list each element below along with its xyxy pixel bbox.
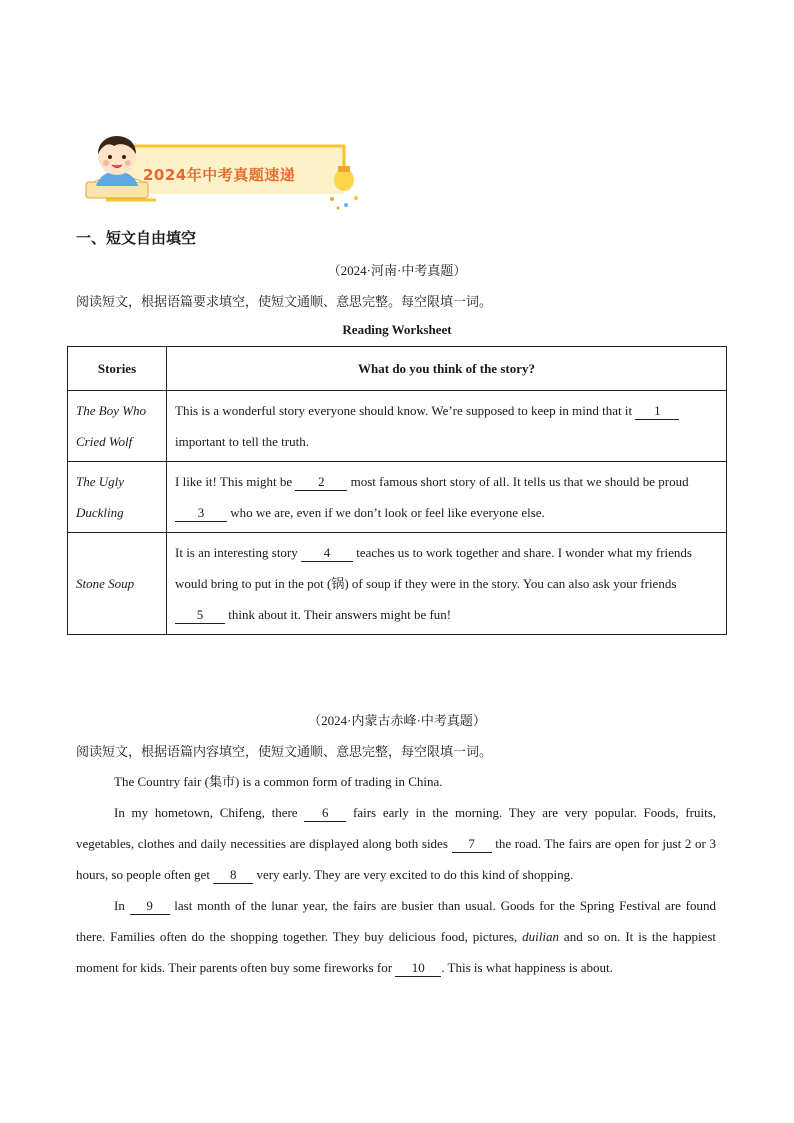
blank-1[interactable]: 1 <box>635 403 679 420</box>
blank-7[interactable]: 7 <box>452 836 492 853</box>
worksheet-title: Reading Worksheet <box>342 322 452 337</box>
passage2-source: （2024·内蒙古赤峰·中考真题） <box>308 713 486 728</box>
passage1-source: （2024·河南·中考真题） <box>327 263 467 278</box>
blank-8[interactable]: 8 <box>213 867 253 884</box>
passage1-instruction: 阅读短文，根据语篇要求填空，使短文通顺、意思完整。每空限填一词。 <box>76 295 493 310</box>
reading-worksheet-table <box>67 346 727 635</box>
story-comment: I like it! This might be 2 most famous short story of all. It tells us that we should be proud 3 who we are, even if we don’t look or feel like everyone else. <box>167 462 727 533</box>
story-name: The Ugly Duckling <box>68 462 167 533</box>
table-row <box>68 462 727 533</box>
passage2-paragraph-2: In my hometown, Chifeng, there 6 fairs early in the morning. They are very popular. Foods, fruits, vegetables, clothes and daily necessities are displayed along both sides 7 the road. The fairs are open for just 2 or 3 hours, so people often get 8 very early. They are very excited to do this kind of shopping. <box>76 805 717 882</box>
table-header-row <box>68 347 727 391</box>
blank-9[interactable]: 9 <box>130 898 170 915</box>
table-row <box>68 533 727 635</box>
blank-10[interactable]: 10 <box>395 960 441 977</box>
story-comment: It is an interesting story 4 teaches us to work together and share. I wonder what my friends would bring to put in the pot (锅) of soup if they were in the story. You can also ask your friends 5 think about it. Their answers might be fun! <box>167 533 727 635</box>
banner-title: 2024年中考真题速递 <box>143 166 296 184</box>
header-stories: Stories <box>68 347 167 391</box>
story-comment: This is a wonderful story everyone should know. We’re supposed to keep in mind that it 1 important to tell the truth. <box>167 391 727 462</box>
header-question: What do you think of the story? <box>167 347 727 391</box>
passage2-paragraph-1: The Country fair (集市) is a common form of trading in China. <box>114 774 443 789</box>
section-title: 一、短文自由填空 <box>76 229 197 247</box>
passage2-paragraph-3: In 9 last month of the lunar year, the fairs are busier than usual. Goods for the Spring Festival are found there. Families often do the shopping together. They buy delicious food, pictures, duilian and so on. It is the happiest moment for kids. Their parents often buy some fireworks for 10 . This is what happiness is about. <box>76 898 716 975</box>
passage2-instruction: 阅读短文，根据语篇内容填空，使短文通顺、意思完整，每空限填一词。 <box>76 745 493 760</box>
table-row <box>68 391 727 462</box>
blank-3[interactable]: 3 <box>175 505 227 522</box>
blank-6[interactable]: 6 <box>304 805 346 822</box>
blank-4[interactable]: 4 <box>301 545 353 562</box>
blank-5[interactable]: 5 <box>175 607 225 624</box>
story-name: Stone Soup <box>68 533 167 635</box>
story-name: The Boy Who Cried Wolf <box>68 391 167 462</box>
blank-2[interactable]: 2 <box>295 474 347 491</box>
